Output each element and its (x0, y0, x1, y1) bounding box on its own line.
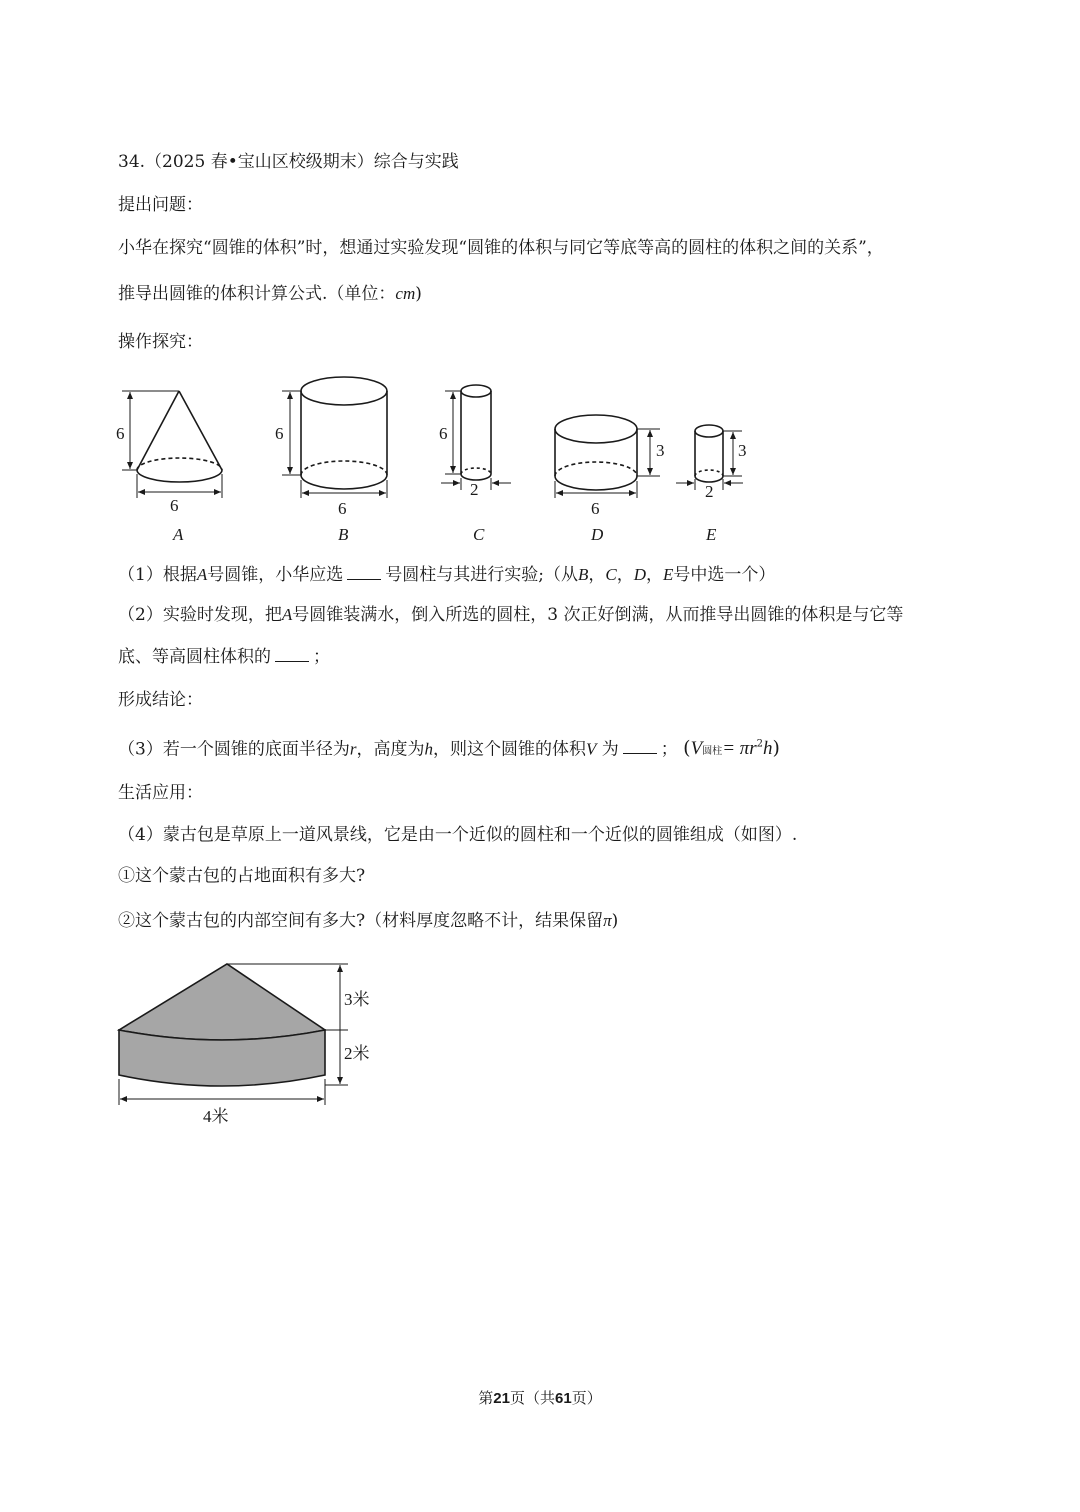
question-4-part-2 (118, 909, 618, 933)
question-1: （1）根据A号圆锥，小华应选 号圆柱与其进行实验;（从B，C，D，E号中选一个） (118, 565, 776, 585)
q4-2-text-a: ②这个蒙古包的内部空间有多大?（材料厚度忽略不计，结果保留 (118, 911, 604, 931)
d-height-label: 3 (656, 441, 665, 460)
q4-2-pi: π (603, 911, 612, 930)
yurt-diameter-label: 4米 (203, 1107, 229, 1126)
formula-sup: 2 (756, 739, 764, 750)
a-letter: A (173, 525, 184, 544)
answer-blank-2[interactable] (275, 645, 309, 662)
e-diameter-label: 2 (705, 482, 714, 501)
question-4: （4）蒙古包是草原上一道风景线，它是由一个近似的圆柱和一个近似的圆锥组成（如图）. (118, 825, 798, 845)
b-diameter-label: 6 (338, 499, 347, 518)
intro-close: ) (415, 284, 422, 304)
q3-var-h: h (424, 739, 433, 759)
unit-cm: cm (395, 284, 416, 303)
e-letter: E (706, 525, 717, 544)
formula-h: h (763, 738, 773, 760)
q3-var-v: V (585, 739, 597, 759)
section-raise-question: 提出问题： (118, 195, 203, 215)
footer-post: 页） (571, 1389, 602, 1407)
question-3 (118, 733, 780, 764)
yurt-cone-height-label: 3米 (344, 990, 370, 1009)
footer-mid: 页（共 (509, 1389, 555, 1407)
footer-pre: 第 (478, 1389, 494, 1407)
question-header: 34.（2025 春•宝山区校级期末）综合与实践 (118, 152, 459, 172)
answer-blank-1[interactable] (347, 563, 381, 580)
q2-var-a: A (281, 605, 293, 624)
c-diameter-label: 2 (470, 480, 479, 499)
q1-text-b: 号圆锥，小华应选 (207, 565, 344, 585)
cone-a (122, 391, 222, 498)
yurt-figure (100, 955, 400, 1135)
intro-text: 推导出圆锥的体积计算公式.（单位： (118, 284, 396, 304)
q1-var-d: D (633, 565, 646, 584)
page-footer (0, 1387, 1080, 1408)
q3-text-a: （3）若一个圆锥的底面半径为 (118, 739, 350, 760)
intro-line-1: 小华在探究“圆锥的体积”时，想通过实验发现“圆锥的体积与同它等底等高的圆柱的体积之间的关系”， (118, 238, 884, 258)
q3-var-r: r (349, 739, 357, 759)
footer-total-pages: 61 (555, 1390, 572, 1407)
answer-blank-3[interactable] (623, 737, 657, 754)
cylinder-d (555, 415, 660, 498)
q3-text-e: ； (660, 739, 678, 760)
q3-text-b: ，高度为 (356, 739, 425, 760)
q2-text-b: 号圆锥装满水，倒入所选的圆柱，3 次正好倒满，从而推导出圆锥的体积是与它等 (292, 605, 904, 625)
q1-text-a: （1）根据 (118, 565, 197, 585)
q2-text-d: ； (313, 647, 330, 667)
d-diameter-label: 6 (591, 499, 600, 518)
question-4-part-1: ①这个蒙古包的占地面积有多大? (118, 866, 366, 886)
q4-2-text-b: ) (611, 911, 619, 931)
e-height-label: 3 (738, 441, 747, 460)
a-diameter-label: 6 (170, 496, 179, 515)
c-letter: C (473, 525, 485, 544)
section-apply: 生活应用： (118, 783, 203, 803)
q3-text-c: ，则这个圆锥的体积 (432, 739, 586, 760)
q1-text-d: 号中选一个） (673, 565, 776, 585)
q1-var-b: B (577, 565, 589, 584)
a-height-label: 6 (116, 424, 125, 443)
q2-text-c: 底、等高圆柱体积的 (118, 647, 271, 667)
question-2-line-2 (118, 645, 330, 669)
yurt-cylinder-height-label: 2米 (344, 1044, 370, 1063)
formula-subscript: 圆柱 (702, 746, 723, 758)
solids-figure (0, 370, 1080, 570)
c-height-label: 6 (439, 424, 448, 443)
d-letter: D (591, 525, 604, 544)
intro-line-2 (118, 282, 422, 306)
b-height-label: 6 (275, 424, 284, 443)
q3-text-d: 为 (601, 739, 619, 760)
q1-var-a: A (196, 565, 208, 584)
cylinder-c (441, 385, 511, 490)
formula-eq: = πr (722, 738, 757, 760)
section-explore: 操作探究： (118, 332, 203, 352)
q1-var-c: C (605, 565, 617, 584)
formula-v: V (690, 738, 703, 760)
cylinder-e (676, 425, 743, 490)
question-2-line-1 (118, 603, 903, 627)
yurt-body (119, 964, 325, 1086)
q1-text-c: 号圆柱与其进行实验;（从 (385, 565, 578, 585)
q2-text-a: （2）实验时发现，把 (118, 605, 282, 625)
b-letter: B (338, 525, 349, 544)
q1-var-e: E (662, 565, 674, 584)
footer-page-number: 21 (493, 1390, 510, 1407)
cylinder-b (282, 377, 387, 498)
section-conclude: 形成结论： (118, 690, 203, 710)
formula-hint: (V圆柱= $\pi r^2h$) (683, 737, 780, 760)
